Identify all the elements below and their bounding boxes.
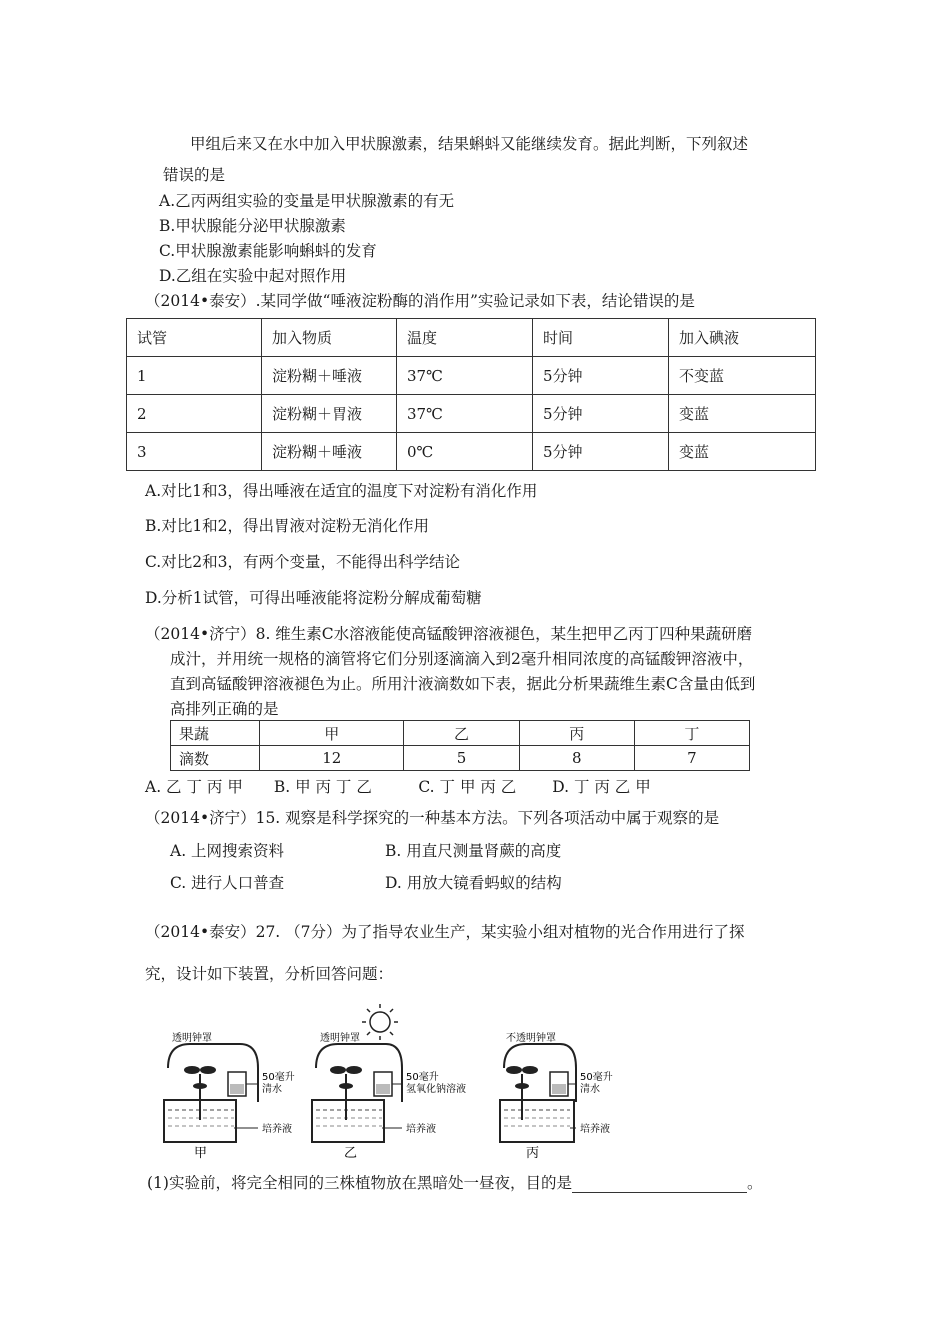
q-observe-option-b: B. 用直尺测量肾蕨的高度 xyxy=(385,842,562,860)
q-photo-stem-line1: （2014•泰安）27. （7分）为了指导农业生产，某实验小组对植物的光合作用进行了探 xyxy=(145,923,745,941)
table-row xyxy=(127,395,816,433)
q-saliva-stem: （2014•泰安）.某同学做“唾液淀粉酶的消作用”实验记录如下表，结论错误的是 xyxy=(145,292,695,310)
q-photo-subquestion-1 xyxy=(147,1173,762,1193)
q-saliva-option-a: A.对比1和3，得出唾液在适宜的温度下对淀粉有消化作用 xyxy=(145,482,538,500)
bing-cover-label: 不透明钟罩 xyxy=(506,1033,556,1044)
q-photo-stem-line2: 究，设计如下装置，分析回答问题： xyxy=(145,965,394,983)
table-cell: 变蓝 xyxy=(669,433,816,471)
table-cell: 不变蓝 xyxy=(669,357,816,395)
table-row xyxy=(171,721,750,746)
apparatus-yi xyxy=(312,1044,402,1142)
bing-liquid-label: 50毫升 xyxy=(580,1072,613,1083)
q-tadpole-stem-line2: 错误的是 xyxy=(163,166,226,184)
table-cell: 淀粉糊＋胃液 xyxy=(262,395,397,433)
q-saliva-option-d: D.分析1试管，可得出唾液能将淀粉分解成葡萄糖 xyxy=(145,589,482,607)
q-observe-option-d: D. 用放大镜看蚂蚁的结构 xyxy=(385,874,562,892)
q-tadpole-option-a: A.乙丙两组实验的变量是甲状腺激素的有无 xyxy=(159,192,455,210)
yi-nutrient-label: 培养液 xyxy=(406,1124,436,1135)
table-cell: 丙 xyxy=(519,721,634,746)
experiment-figure xyxy=(150,1000,790,1165)
q-tadpole-option-c: C.甲状腺激素能影响蝌蚪的发育 xyxy=(159,242,377,260)
table-cell: 37℃ xyxy=(397,395,533,433)
table-cell: 3 xyxy=(127,433,262,471)
table-header-cell: 试管 xyxy=(127,319,262,357)
table-row xyxy=(127,357,816,395)
q-saliva-option-c: C.对比2和3，有两个变量，不能得出科学结论 xyxy=(145,553,460,571)
table-cell: 12 xyxy=(260,746,404,771)
jia-nutrient-label: 培养液 xyxy=(262,1124,292,1135)
table-cell: 变蓝 xyxy=(669,395,816,433)
table-cell: 0℃ xyxy=(397,433,533,471)
jia-label: 甲 xyxy=(194,1146,208,1161)
q-vitc-stem-line3: 直到高锰酸钾溶液褪色为止。所用汁液滴数如下表，据此分析果蔬维生素C含量由低到 xyxy=(170,675,756,693)
table-header-row xyxy=(127,319,816,357)
bing-label: 丙 xyxy=(526,1146,540,1161)
sun-icon xyxy=(362,1004,398,1040)
q-tadpole-option-b: B.甲状腺能分泌甲状腺激素 xyxy=(159,217,346,235)
q-observe-option-a: A. 上网搜索资料 xyxy=(170,842,285,860)
table-header-cell: 温度 xyxy=(397,319,533,357)
saliva-table xyxy=(126,318,816,471)
jia-cover-label: 透明钟罩 xyxy=(172,1033,212,1044)
table-cell: 2 xyxy=(127,395,262,433)
bing-nutrient-label: 培养液 xyxy=(580,1124,610,1135)
table-cell: 丁 xyxy=(634,721,749,746)
q-vitc-options: A. 乙 丁 丙 甲 B. 甲 丙 丁 乙 C. 丁 甲 丙 乙 D. 丁 丙 乙 甲 xyxy=(145,778,651,796)
table-cell: 乙 xyxy=(404,721,519,746)
q-saliva-option-b: B.对比1和2，得出胃液对淀粉无消化作用 xyxy=(145,517,430,535)
table-header-cell: 加入碘液 xyxy=(669,319,816,357)
vitc-table xyxy=(170,720,750,771)
yi-label: 乙 xyxy=(344,1146,358,1161)
q-observe-option-c: C. 进行人口普查 xyxy=(170,874,285,892)
table-cell: 甲 xyxy=(260,721,404,746)
q-vitc-stem-line4: 高排列正确的是 xyxy=(170,700,279,718)
table-row xyxy=(127,433,816,471)
jia-liquid-label: 50毫升 xyxy=(262,1072,295,1083)
table-cell: 5分钟 xyxy=(533,395,669,433)
q-tadpole-option-d: D.乙组在实验中起对照作用 xyxy=(159,267,347,285)
table-cell: 淀粉糊＋唾液 xyxy=(262,357,397,395)
subquestion-1-end: 。 xyxy=(746,1174,763,1192)
table-row-head: 果蔬 xyxy=(171,721,260,746)
answer-blank[interactable] xyxy=(572,1176,747,1193)
table-cell: 7 xyxy=(634,746,749,771)
table-cell: 1 xyxy=(127,357,262,395)
apparatus-bing xyxy=(500,1044,576,1142)
table-header-cell: 加入物质 xyxy=(262,319,397,357)
bing-liquid-label2: 清水 xyxy=(580,1084,600,1095)
q-vitc-stem-line2: 成汁，并用统一规格的滴管将它们分别逐滴滴入到2毫升相同浓度的高锰酸钾溶液中， xyxy=(170,650,754,668)
table-cell: 淀粉糊＋唾液 xyxy=(262,433,397,471)
table-cell: 8 xyxy=(519,746,634,771)
table-cell: 37℃ xyxy=(397,357,533,395)
q-tadpole-stem-line1: 甲组后来又在水中加入甲状腺激素，结果蝌蚪又能继续发育。据此判断，下列叙述 xyxy=(190,135,749,153)
table-header-cell: 时间 xyxy=(533,319,669,357)
table-cell: 5分钟 xyxy=(533,433,669,471)
table-row xyxy=(171,746,750,771)
apparatus-jia xyxy=(164,1044,258,1142)
table-cell: 5 xyxy=(404,746,519,771)
yi-liquid-label: 50毫升 xyxy=(406,1072,439,1083)
q-observe-stem: （2014•济宁）15. 观察是科学探究的一种基本方法。下列各项活动中属于观察的是 xyxy=(145,809,720,827)
jia-liquid-label2: 清水 xyxy=(262,1084,282,1095)
table-cell: 5分钟 xyxy=(533,357,669,395)
q-vitc-stem-line1: （2014•济宁）8. 维生素C水溶液能使高锰酸钾溶液褪色，某生把甲乙丙丁四种果蔬研磨 xyxy=(145,625,753,643)
table-row-head: 滴数 xyxy=(171,746,260,771)
yi-cover-label: 透明钟罩 xyxy=(320,1033,360,1044)
subquestion-1-text: (1)实验前，将完全相同的三株植物放在黑暗处一昼夜，目的是 xyxy=(147,1174,572,1192)
yi-liquid-label2: 氢氧化钠溶液 xyxy=(406,1084,466,1095)
